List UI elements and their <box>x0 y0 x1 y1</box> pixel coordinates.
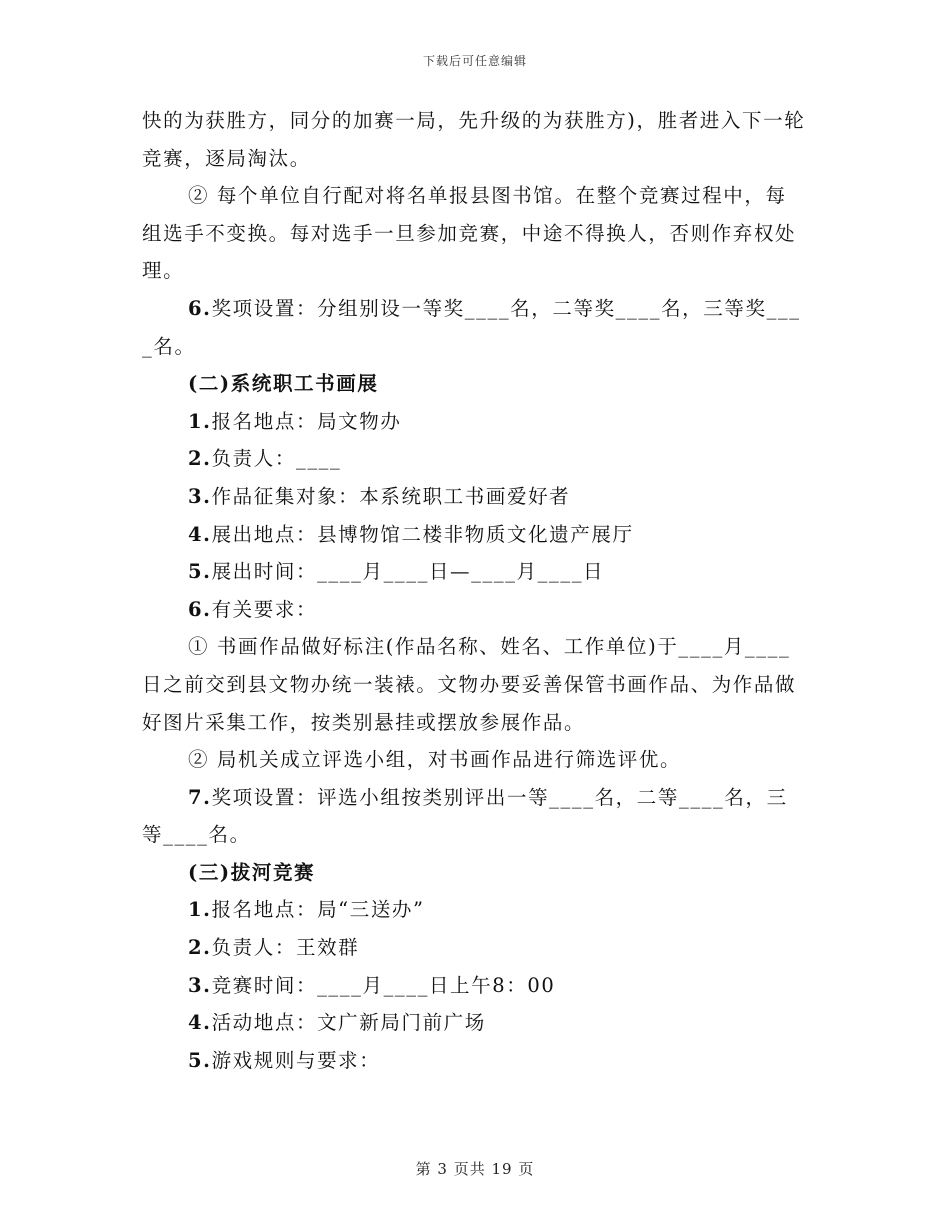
paragraph-requirement-1: ① 书画作品做好标注(作品名称、姓名、工作单位)于____月____日之前交到县文物办统一装裱。文物办要妥善保管书画作品、为作品做好图片采集工作，按类别悬挂或摆放参展作品。 <box>142 635 797 734</box>
paragraph-game-rules: 5.游戏规则与要求： <box>188 1048 381 1072</box>
page-header: 下载后可任意编辑 <box>422 54 527 68</box>
paragraph-requirement-2: ② 局机关成立评选小组，对书画作品进行筛选评优。 <box>188 748 682 772</box>
paragraph-responsible-2: 2.负责人：王效群 <box>188 936 360 960</box>
paragraph-awards-1: 6.奖项设置：分组别设一等奖____名，二等奖____名，三等奖____名。 <box>142 296 801 358</box>
paragraph-rule-2: ② 每个单位自行配对将名单报县图书馆。在整个竞赛过程中，每组选手不变换。每对选手一旦参加竞赛，中途不得换人，否则作弃权处理。 <box>142 184 797 283</box>
paragraph-target: 3.作品征集对象：本系统职工书画爱好者 <box>188 484 571 508</box>
paragraph-registration-2: 1.报名地点：局“三送办” <box>188 898 425 922</box>
paragraph-time: 5.展出时间：____月____日—____月____日 <box>188 560 605 584</box>
section-heading-tug-of-war: (三)拔河竞赛 <box>188 860 316 884</box>
paragraph-competition-time: 3.竞赛时间：____月____日上午8：00 <box>188 973 556 997</box>
paragraph-continuation: 快的为获胜方，同分的加赛一局，先升级的为获胜方)，胜者进入下一轮竞赛，逐局淘汰。 <box>142 109 806 170</box>
section-heading-calligraphy: (二)系统职工书画展 <box>188 372 379 396</box>
paragraph-responsible: 2.负责人：____ <box>188 447 342 471</box>
page-footer: 第 3 页共 19 页 <box>415 1160 535 1178</box>
document-body <box>142 102 807 1079</box>
paragraph-registration: 1.报名地点：局文物办 <box>188 409 402 433</box>
paragraph-activity-venue: 4.活动地点：文广新局门前广场 <box>188 1011 486 1035</box>
paragraph-awards-2: 7.奖项设置：评选小组按类别评出一等____名，二等____名，三等____名。 <box>142 785 788 847</box>
paragraph-requirements: 6.有关要求： <box>188 597 318 621</box>
paragraph-venue: 4.展出地点：县博物馆二楼非物质文化遗产展厅 <box>188 522 634 546</box>
